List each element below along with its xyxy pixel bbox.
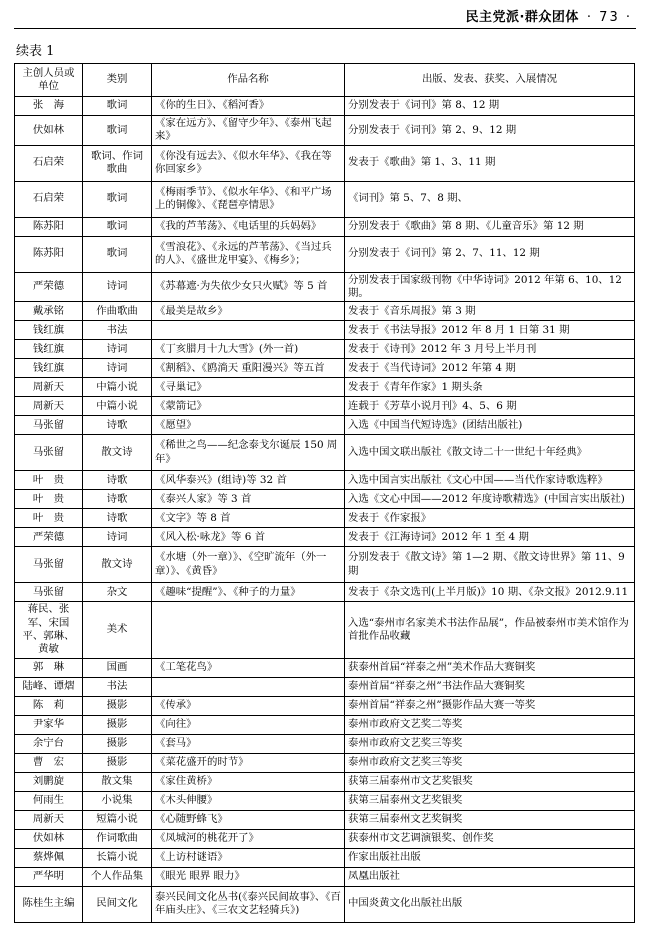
cell-author: 钱红旗: [15, 340, 83, 359]
table-row: [15, 97, 635, 116]
cell-status: 发表于《书法导报》2012 年 8 月 1 日第 31 期: [345, 321, 635, 340]
cell-category: 个人作品集: [83, 867, 152, 886]
cell-title: 《家住黄桥》: [152, 772, 345, 791]
cell-category: 书法: [83, 321, 152, 340]
cell-category: 诗歌: [83, 471, 152, 490]
cell-title: 《工笔花鸟》: [152, 658, 345, 677]
cell-status: 泰州市政府文艺奖二等奖: [345, 715, 635, 734]
cell-author: 尹家华: [15, 715, 83, 734]
header-rule: [14, 28, 636, 29]
cell-category: 散文诗: [83, 547, 152, 583]
cell-category: 歌词: [83, 181, 152, 217]
cell-category: 短篇小说: [83, 810, 152, 829]
cell-title: 《上访村谜语》: [152, 848, 345, 867]
cell-category: 摄影: [83, 696, 152, 715]
table-row: [15, 715, 635, 734]
cell-title: 《家在远方》、《留守少年》、《泰州飞起来》: [152, 116, 345, 146]
table-row: [15, 272, 635, 302]
cell-title: 泰兴民间文化丛书(《泰兴民间故事》、《百年庙头庄》、《三农文艺轻骑兵》): [152, 886, 345, 922]
cell-category: 歌词: [83, 97, 152, 116]
cell-category: 歌词: [83, 236, 152, 272]
cell-author: 严荣德: [15, 272, 83, 302]
cell-title: 《眼光 眼界 眼力》: [152, 867, 345, 886]
cell-category: 作词歌曲: [83, 829, 152, 848]
cell-title: 《丁亥腊月十九大雪》(外一首): [152, 340, 345, 359]
cell-status: 连载于《芳草小说月刊》4、5、6 期: [345, 397, 635, 416]
cell-status: 发表于《当代诗词》2012 年第 4 期: [345, 359, 635, 378]
table-row: [15, 145, 635, 181]
cell-category: 摄影: [83, 753, 152, 772]
cell-status: 获泰州市文艺调演银奖、创作奖: [345, 829, 635, 848]
cell-author: 伏如林: [15, 116, 83, 146]
cell-status: 发表于《诗刊》2012 年 3 月号上半月刊: [345, 340, 635, 359]
cell-category: 诗词: [83, 272, 152, 302]
cell-title: [152, 677, 345, 696]
cell-author: 叶 贵: [15, 471, 83, 490]
cell-title: 《愿望》: [152, 416, 345, 435]
cell-category: 书法: [83, 677, 152, 696]
cell-status: 获第三届泰州文艺奖铜奖: [345, 810, 635, 829]
cell-author: 严华明: [15, 867, 83, 886]
cell-category: 散文诗: [83, 435, 152, 471]
cell-title: 《你的生日》、《稻河香》: [152, 97, 345, 116]
cell-category: 民间文化: [83, 886, 152, 922]
cell-category: 美术: [83, 602, 152, 658]
cell-title: 《风入松·咏龙》等 6 首: [152, 528, 345, 547]
cell-status: 发表于《作家报》: [345, 509, 635, 528]
cell-status: 入选《文心中国——2012 年度诗歌精选》(中国言实出版社): [345, 490, 635, 509]
table-row: [15, 867, 635, 886]
cell-author: 余宁台: [15, 734, 83, 753]
cell-author: 曹 宏: [15, 753, 83, 772]
column-header-category: 类别: [83, 64, 152, 97]
cell-author: 陈苏阳: [15, 236, 83, 272]
cell-status: 发表于《歌曲》第 1、3、11 期: [345, 145, 635, 181]
cell-status: 获第三届泰州文艺奖银奖: [345, 791, 635, 810]
cell-category: 诗词: [83, 340, 152, 359]
table-row: [15, 753, 635, 772]
cell-author: 叶 贵: [15, 490, 83, 509]
cell-author: 陈 莉: [15, 696, 83, 715]
cell-author: 陈苏阳: [15, 217, 83, 236]
cell-status: 入选《中国当代短诗选》(团结出版社): [345, 416, 635, 435]
cell-title: 《割稻》、《鸥淌天 重阳漫兴》等五首: [152, 359, 345, 378]
cell-author: 陆峰、谭熠: [15, 677, 83, 696]
cell-status: 发表于《音乐周报》第 3 期: [345, 302, 635, 321]
table-row: [15, 528, 635, 547]
cell-author: 严荣德: [15, 528, 83, 547]
cell-author: 马张留: [15, 416, 83, 435]
cell-title: 《你没有远去》、《似水年华》、《我在等你回家乡》: [152, 145, 345, 181]
cell-status: 分别发表于《词刊》第 2、7、11、12 期: [345, 236, 635, 272]
cell-author: 石启荣: [15, 145, 83, 181]
cell-author: 蔡烨佩: [15, 848, 83, 867]
cell-author: 马张留: [15, 547, 83, 583]
cell-author: 钱红旗: [15, 359, 83, 378]
cell-author: 马张留: [15, 583, 83, 602]
table-row: [15, 810, 635, 829]
cell-title: 《寻巢记》: [152, 378, 345, 397]
cell-category: 国画: [83, 658, 152, 677]
column-header-status: 出版、发表、获奖、入展情况: [345, 64, 635, 97]
cell-category: 诗歌: [83, 416, 152, 435]
cell-category: 作曲歌曲: [83, 302, 152, 321]
cell-category: 长篇小说: [83, 848, 152, 867]
cell-status: 入选中国言实出版社《文心中国——当代作家诗歌选粹》: [345, 471, 635, 490]
cell-category: 摄影: [83, 734, 152, 753]
cell-author: 钱红旗: [15, 321, 83, 340]
cell-category: 散文集: [83, 772, 152, 791]
cell-author: 刘鹏旋: [15, 772, 83, 791]
cell-status: 泰州市政府文艺奖三等奖: [345, 734, 635, 753]
table-row: [15, 490, 635, 509]
table-row: [15, 734, 635, 753]
cell-status: 泰州首届“祥泰之州”摄影作品大赛一等奖: [345, 696, 635, 715]
table-row: [15, 217, 635, 236]
table-row: [15, 583, 635, 602]
table-row: [15, 397, 635, 416]
cell-title: 《凤城河的桃花开了》: [152, 829, 345, 848]
table-row: [15, 181, 635, 217]
cell-status: 发表于《青年作家》1 期头条: [345, 378, 635, 397]
cell-status: 发表于《杂文选刊(上半月版)》10 期、《杂文报》2012.9.11: [345, 583, 635, 602]
table-row: [15, 359, 635, 378]
table-row: [15, 886, 635, 922]
cell-status: 作家出版社出版: [345, 848, 635, 867]
cell-category: 摄影: [83, 715, 152, 734]
table-row: [15, 378, 635, 397]
table-row: [15, 509, 635, 528]
cell-author: 石启荣: [15, 181, 83, 217]
cell-title: 《菜花盛开的时节》: [152, 753, 345, 772]
cell-category: 歌词、作词歌曲: [83, 145, 152, 181]
cell-category: 诗词: [83, 359, 152, 378]
cell-author: 周新天: [15, 810, 83, 829]
cell-title: 《趣味“提醒”》、《种子的力量》: [152, 583, 345, 602]
cell-status: 分别发表于《歌曲》第 8 期、《儿童音乐》第 12 期: [345, 217, 635, 236]
cell-status: 分别发表于国家级刊物《中华诗词》2012 年第 6、10、12 期。: [345, 272, 635, 302]
table-row: [15, 772, 635, 791]
cell-title: 《泰兴人家》等 3 首: [152, 490, 345, 509]
cell-title: 《最美是故乡》: [152, 302, 345, 321]
cell-category: 诗歌: [83, 509, 152, 528]
table-row: [15, 658, 635, 677]
cell-status: 分别发表于《散文诗》第 1—2 期、《散文诗世界》第 11、9 期: [345, 547, 635, 583]
cell-status: 泰州市政府文艺奖三等奖: [345, 753, 635, 772]
cell-status: 分别发表于《词刊》第 8、12 期: [345, 97, 635, 116]
table-caption: 续表 1: [16, 44, 55, 59]
cell-author: 戴承铭: [15, 302, 83, 321]
cell-title: 《木头伸腰》: [152, 791, 345, 810]
table-header-row: [15, 64, 635, 97]
table-row: [15, 116, 635, 146]
running-head: [465, 6, 632, 25]
cell-status: 获第三届泰州市文艺奖银奖: [345, 772, 635, 791]
cell-title: 《我的芦苇荡》、《电话里的兵妈妈》: [152, 217, 345, 236]
cell-author: 伏如林: [15, 829, 83, 848]
cell-category: 诗歌: [83, 490, 152, 509]
cell-status: 泰州首届“祥泰之州”书法作品大赛铜奖: [345, 677, 635, 696]
table-row: [15, 321, 635, 340]
cell-title: 《心随野蜂飞》: [152, 810, 345, 829]
works-table: [14, 63, 635, 923]
cell-author: 张 海: [15, 97, 83, 116]
table-row: [15, 696, 635, 715]
cell-category: 杂文: [83, 583, 152, 602]
cell-title: 《套马》: [152, 734, 345, 753]
cell-author: 周新天: [15, 397, 83, 416]
table-row: [15, 340, 635, 359]
cell-title: 《雪浪花》、《永远的芦苇荡》、《当过兵的人》、《盛世龙甲宴》、《梅乡》；: [152, 236, 345, 272]
cell-author: 叶 贵: [15, 509, 83, 528]
cell-status: 发表于《江海诗词》2012 年 1 至 4 期: [345, 528, 635, 547]
cell-category: 小说集: [83, 791, 152, 810]
cell-status: 获泰州首届“祥泰之州”美术作品大赛铜奖: [345, 658, 635, 677]
cell-category: 歌词: [83, 116, 152, 146]
cell-category: 中篇小说: [83, 397, 152, 416]
cell-author: 周新天: [15, 378, 83, 397]
cell-author: 马张留: [15, 435, 83, 471]
column-header-title: 作品名称: [152, 64, 345, 97]
cell-author: 蒋民、张军、宋国平、郭琳、黄敏: [15, 602, 83, 658]
cell-title: 《蒙箭记》: [152, 397, 345, 416]
page-number: · 73 ·: [586, 10, 632, 25]
table-row: [15, 302, 635, 321]
table-row: [15, 602, 635, 658]
cell-title: 《苏幕遮·为失依少女只火赋》等 5 首: [152, 272, 345, 302]
table-row: [15, 547, 635, 583]
table-row: [15, 236, 635, 272]
table-body: [15, 97, 635, 923]
cell-title: [152, 321, 345, 340]
cell-status: 《词刊》第 5、7、8 期、: [345, 181, 635, 217]
table-row: [15, 435, 635, 471]
cell-author: 陈桂生主编: [15, 886, 83, 922]
cell-status: 入选中国文联出版社《散文诗二十一世纪十年经典》: [345, 435, 635, 471]
cell-title: 《稀世之鸟——纪念泰戈尔诞辰 150 周年》: [152, 435, 345, 471]
cell-category: 中篇小说: [83, 378, 152, 397]
table-row: [15, 791, 635, 810]
cell-status: 分别发表于《词刊》第 2、9、12 期: [345, 116, 635, 146]
table-row: [15, 829, 635, 848]
cell-title: 《水塘（外一章）》、《空旷流年（外一章）》、《黄昏》: [152, 547, 345, 583]
cell-status: 入选“泰州市名家美术书法作品展”，作品被泰州市美术馆作为首批作品收藏: [345, 602, 635, 658]
cell-title: [152, 602, 345, 658]
table-row: [15, 848, 635, 867]
running-title: 民主党派·群众团体: [465, 10, 579, 25]
cell-title: 《文字》等 8 首: [152, 509, 345, 528]
table-row: [15, 471, 635, 490]
cell-title: 《向往》: [152, 715, 345, 734]
cell-title: 《梅雨季节》、《似水年华》、《和平广场上的铜像》、《琵琶亭情思》: [152, 181, 345, 217]
cell-status: 凤凰出版社: [345, 867, 635, 886]
cell-status: 中国炎黄文化出版社出版: [345, 886, 635, 922]
cell-title: 《传承》: [152, 696, 345, 715]
table-row: [15, 677, 635, 696]
table-row: [15, 416, 635, 435]
cell-author: 何雨生: [15, 791, 83, 810]
cell-category: 诗词: [83, 528, 152, 547]
cell-category: 歌词: [83, 217, 152, 236]
cell-author: 郭 琳: [15, 658, 83, 677]
column-header-author: 主创人员或单位: [15, 64, 83, 97]
cell-title: 《风华泰兴》(组诗)等 32 首: [152, 471, 345, 490]
